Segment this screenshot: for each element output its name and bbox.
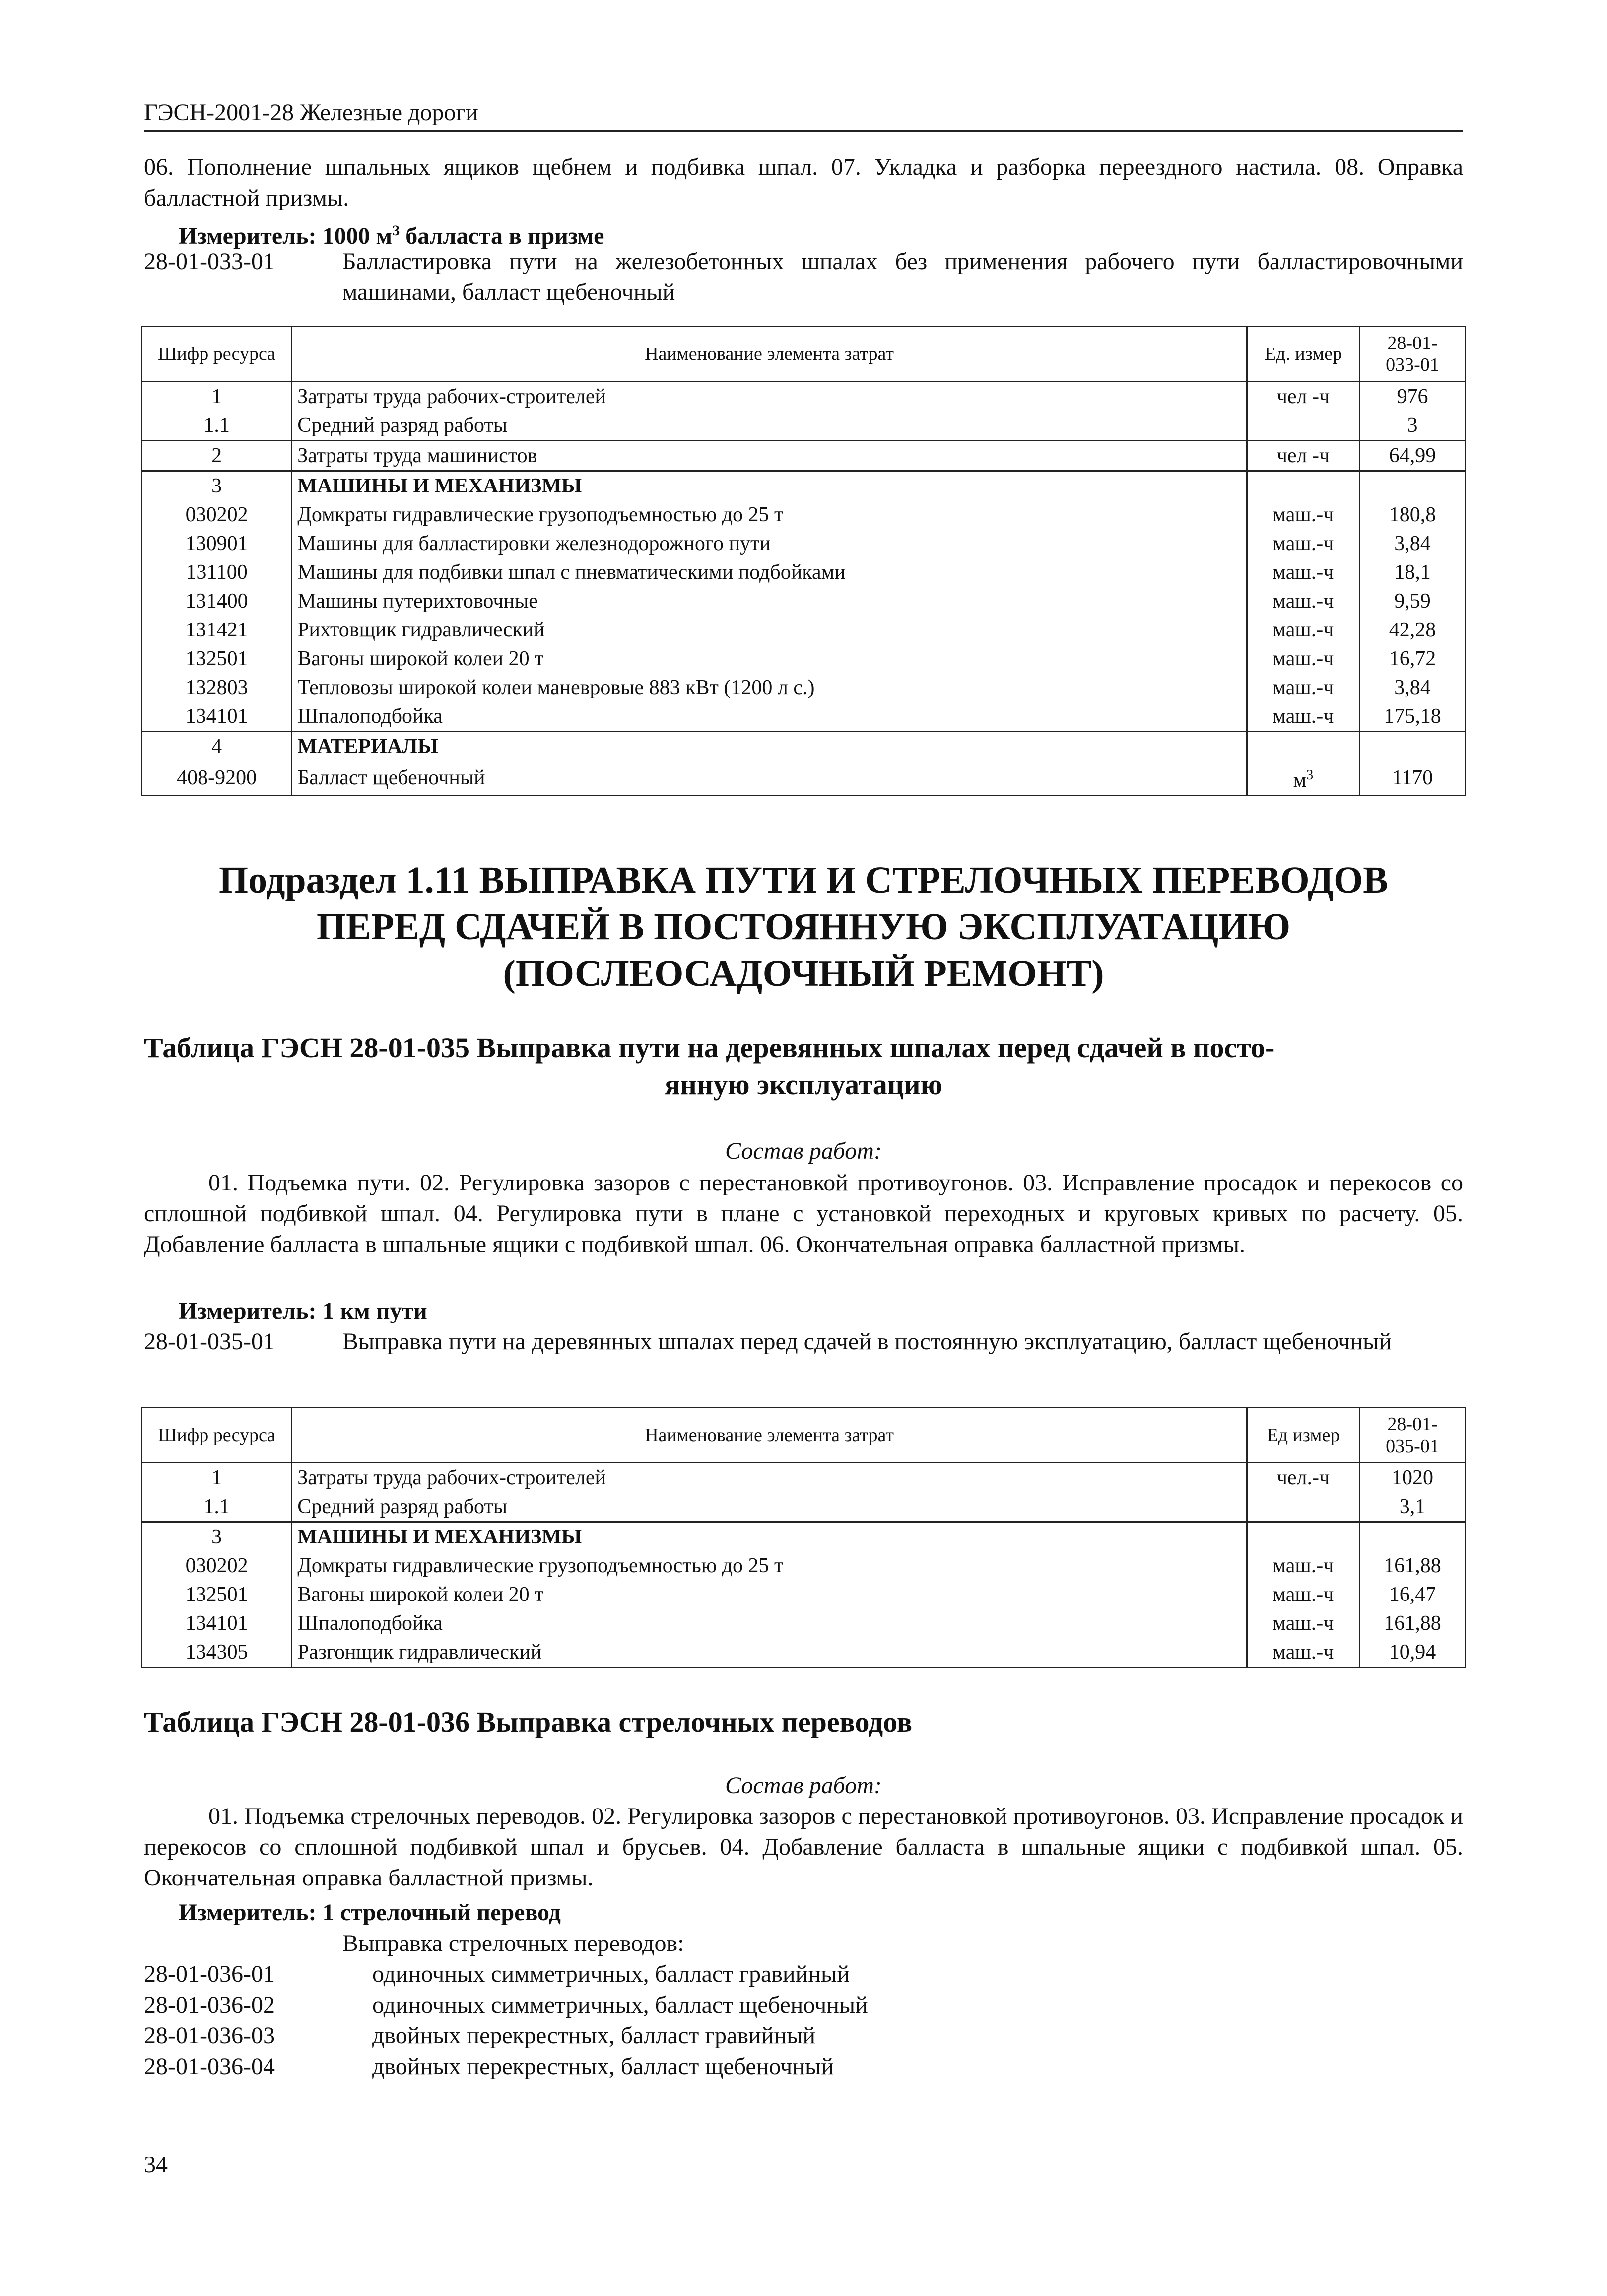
table-row: 2 Затраты труда машинистов чел -ч 64,99 [142,441,1466,471]
table-row: 1.1 Средний разряд работы 3 [142,411,1466,441]
table-row: 134101 Шпалоподбойка маш.-ч 175,18 [142,702,1466,732]
table-row: 408-9200 Балласт щебеночный $м^3$ 1170 [142,761,1466,796]
list-item: 28-01-036-02 одиночных симметричных, балласт щебеночный [144,1992,868,2018]
table-row: 132501 Вагоны широкой колеи 20 т маш.-ч 16,47 [142,1580,1466,1609]
table-row: 132803 Тепловозы широкой колеи маневровые 883 кВт (1200 л с.) маш.-ч 3,84 [142,673,1466,702]
composition-text-036: 01. Подъемка стрелочных переводов. 02. Регулировка зазоров с перестановкой противоугонов. 03. Исправление просадок и перекосов со сплошной подбивкой шпал и брусьев. 04. Добавление балласта в шпальные ящики с подбивкой шпал. 05. Окончательная оправка балластной призмы. [144,1803,1463,1891]
composition-text-035: 01. Подъемка пути. 02. Регулировка зазоров с перестановкой противоугонов. 03. Исправление просадок и перекосов со сплошной подбивкой шпал. 04. Регулировка пути в плане с установкой переходных и круговых кривых по расчету. 05. Добавление балласта в шпальные ящики с подбивкой шпал. 06. Окончательная оправка балластной призмы. [144,1170,1463,1257]
subsection-title-line1: Подраздел 1.11 ВЫПРАВКА ПУТИ И СТРЕЛОЧНЫХ ПЕРЕВОДОВ [219,859,1388,901]
composition-label-036: Состав работ: [725,1772,882,1799]
table-row: 134305 Разгонщик гидравлический маш.-ч 10,94 [142,1638,1466,1668]
table-row: 3 МАШИНЫ И МЕХАНИЗМЫ [142,1522,1466,1552]
norm-code-033-01: 28-01-033-01 [144,248,275,275]
work-composition-continued: 06. Пополнение шпальных ящиков щебнем и подбивка шпал. 07. Укладка и разборка переездного настила. 08. Оправка балластной призмы. [144,154,1463,211]
list-item: 28-01-036-03 двойных перекрестных, балласт гравийный [144,2022,816,2049]
table-row: 1 Затраты труда рабочих-строителей чел.-ч 1020 [142,1463,1466,1493]
resource-table-035 [141,1407,1466,1668]
table-row: 131100 Машины для подбивки шпал с пневматическими подбойками маш.-ч 18,1 [142,558,1466,587]
norm-list-036 [144,1959,1463,2082]
meter-line-035: Измеритель: 1 км пути [179,1298,427,1324]
meter-line-036: Измеритель: 1 стрелочный перевод [179,1899,561,1926]
table-row: 1 Затраты труда рабочих-строителей чел -ч 976 [142,382,1466,412]
table-row: 131421 Рихтовщик гидравлический маш.-ч 42,28 [142,616,1466,644]
meter-label: Измеритель: [179,223,317,249]
subsection-title [144,857,1463,997]
norm-intro-036: Выправка стрелочных переводов: [342,1930,684,1956]
table-row: 132501 Вагоны широкой колеи 20 т маш.-ч 16,72 [142,644,1466,673]
table-row: 130901 Машины для балластировки железнодорожного пути маш.-ч 3,84 [142,529,1466,558]
page-number: 34 [144,2152,168,2178]
col-unit-header: Ед. измер [1247,327,1359,382]
header-rule [144,130,1463,132]
col-value-header: 28-01- 033-01 [1360,327,1466,382]
col-code-header: Шифр ресурса [142,327,292,382]
norm-code-035-01: 28-01-035-01 [144,1328,275,1355]
list-item: 28-01-036-04 двойных перекрестных, балласт щебеночный [144,2053,834,2080]
subsection-title-line3: (ПОСЛЕОСАДОЧНЫЙ РЕМОНТ) [503,953,1104,994]
table-035-title: Таблица ГЭСН 28-01-035 Выправка пути на деревянных шпалах перед сдачей в посто- янную эксплуатацию [144,1032,1275,1101]
table-036-title: Таблица ГЭСН 28-01-036 Выправка стрелочных переводов [144,1706,913,1738]
subsection-title-line2: ПЕРЕД СДАЧЕЙ В ПОСТОЯННУЮ ЭКСПЛУАТАЦИЮ [316,906,1291,948]
table-header [142,327,1466,382]
table-row: 131400 Машины путерихтовочные маш.-ч 9,59 [142,587,1466,616]
norm-desc-035-01: Выправка пути на деревянных шпалах перед сдачей в постоянную эксплуатацию, балласт щебеночный [342,1328,1392,1355]
table-row: 030202 Домкраты гидравлические грузоподъемностью до 25 т маш.-ч 161,88 [142,1551,1466,1580]
table-row: 134101 Шпалоподбойка маш.-ч 161,88 [142,1609,1466,1638]
table-row: 030202 Домкраты гидравлические грузоподъемностью до 25 т маш.-ч 180,8 [142,500,1466,529]
norm-desc-033-01: Балластировка пути на железобетонных шпалах без применения рабочего пути балластировочными машинами, балласт щебеночный [342,248,1463,305]
composition-label-035: Состав работ: [725,1138,882,1164]
table-header: Шифр ресурса Наименование элемента затрат Ед измер 28-01- 035-01 [142,1408,1466,1463]
table-row: 4 МАТЕРИАЛЫ [142,732,1466,762]
list-item: 28-01-036-01 одиночных симметричных, балласт гравийный [144,1961,850,1987]
col-name-header: Наименование элемента затрат [292,327,1247,382]
table-row: 1.1 Средний разряд работы 3,1 [142,1492,1466,1522]
resource-table-033 [141,326,1466,796]
running-title: ГЭСН-2001-28 Железные дороги [144,99,478,126]
table-row: 3 МАШИНЫ И МЕХАНИЗМЫ [142,471,1466,501]
meter-value: 1000 $м^3$ балласта в призме [322,222,604,249]
